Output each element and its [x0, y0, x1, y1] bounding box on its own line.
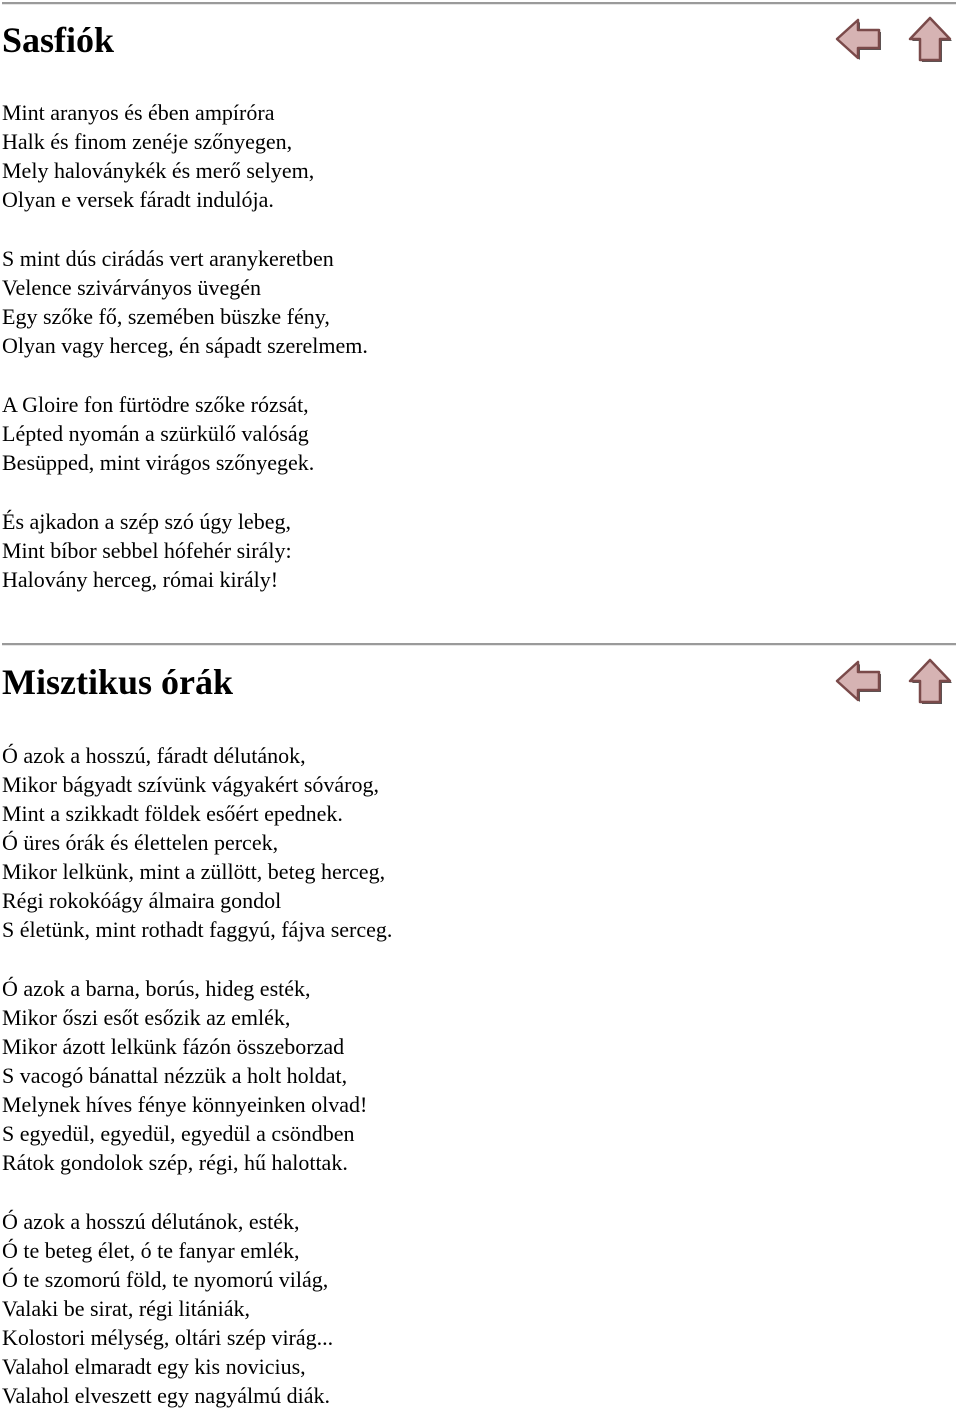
- verse-line: Ó te szomorú föld, te nyomorú világ,: [2, 1267, 329, 1292]
- verse-line: Mint bíbor sebbel hófehér sirály:: [2, 538, 292, 563]
- arrow-up-icon: [906, 15, 954, 63]
- verse-line: Mint a szikkadt földek esőért epednek.: [2, 801, 343, 826]
- verse-line: Ó azok a hosszú, fáradt délutánok,: [2, 743, 306, 768]
- verse-line: Halovány herceg, római király!: [2, 567, 279, 592]
- verse-line: Valaki be sirat, régi litániák,: [2, 1296, 251, 1321]
- stanza: [2, 507, 292, 594]
- stanza: [2, 390, 314, 477]
- verse-line: Halk és finom zenéje szőnyegen,: [2, 129, 293, 154]
- verse-line: S mint dús cirádás vert aranykeretben: [2, 246, 334, 271]
- stanza: [2, 974, 367, 1177]
- arrow-left-icon: [834, 15, 882, 63]
- verse-line: Olyan vagy herceg, én sápadt szerelmem.: [2, 333, 368, 358]
- verse-line: Besüpped, mint virágos szőnyegek.: [2, 450, 315, 475]
- verse-line: Valahol elmaradt egy kis novicius,: [2, 1354, 306, 1379]
- section-divider: [2, 643, 956, 646]
- verse-line: Mikor bágyadt szívünk vágyakért sóvárog,: [2, 772, 379, 797]
- stanza: [2, 98, 314, 214]
- verse-line: S egyedül, egyedül, egyedül a csöndben: [2, 1121, 355, 1146]
- verse-line: Velence szivárványos üvegén: [2, 275, 262, 300]
- verse-line: S életünk, mint rothadt faggyú, fájva serceg.: [2, 917, 393, 942]
- verse-line: Mely haloványkék és merő selyem,: [2, 158, 315, 183]
- up-button[interactable]: [906, 657, 954, 705]
- verse-line: Egy szőke fő, szemében büszke fény,: [2, 304, 330, 329]
- stanza: [2, 741, 392, 944]
- verse-line: Olyan e versek fáradt indulója.: [2, 187, 274, 212]
- poem-title: Sasfiók: [2, 20, 115, 60]
- up-button[interactable]: [906, 15, 954, 63]
- back-button[interactable]: [834, 657, 882, 705]
- verse-line: Lépted nyomán a szürkülő valóság: [2, 421, 309, 446]
- verse-line: Valahol elveszett egy nagyálmú diák.: [2, 1383, 331, 1408]
- verse-line: Mikor ázott lelkünk fázón összeborzad: [2, 1034, 345, 1059]
- verse-line: Ó azok a hosszú délutánok, esték,: [2, 1209, 300, 1234]
- stanza: [2, 244, 368, 360]
- verse-line: Ó te beteg élet, ó te fanyar emlék,: [2, 1238, 300, 1263]
- verse-line: Ó üres órák és élettelen percek,: [2, 830, 279, 855]
- verse-line: És ajkadon a szép szó úgy lebeg,: [2, 509, 291, 534]
- verse-line: S vacogó bánattal nézzük a holt holdat,: [2, 1063, 348, 1088]
- stanza: [2, 1207, 333, 1410]
- verse-line: Melynek híves fénye könnyeinken olvad!: [2, 1092, 368, 1117]
- verse-line: Ó azok a barna, borús, hideg esték,: [2, 976, 311, 1001]
- verse-line: Mikor lelkünk, mint a züllött, beteg herceg,: [2, 859, 386, 884]
- verse-line: Kolostori mélység, oltári szép virág...: [2, 1325, 334, 1350]
- arrow-up-icon: [906, 657, 954, 705]
- back-button[interactable]: [834, 15, 882, 63]
- top-divider: [2, 2, 956, 5]
- verse-line: Rátok gondolok szép, régi, hű halottak.: [2, 1150, 348, 1175]
- verse-line: Mikor őszi esőt esőzik az emlék,: [2, 1005, 291, 1030]
- poem-title: Misztikus órák: [2, 662, 234, 702]
- verse-line: Mint aranyos és ében ampíróra: [2, 100, 275, 125]
- verse-line: Régi rokokóágy álmaira gondol: [2, 888, 282, 913]
- verse-line: A Gloire fon fürtödre szőke rózsát,: [2, 392, 309, 417]
- arrow-left-icon: [834, 657, 882, 705]
